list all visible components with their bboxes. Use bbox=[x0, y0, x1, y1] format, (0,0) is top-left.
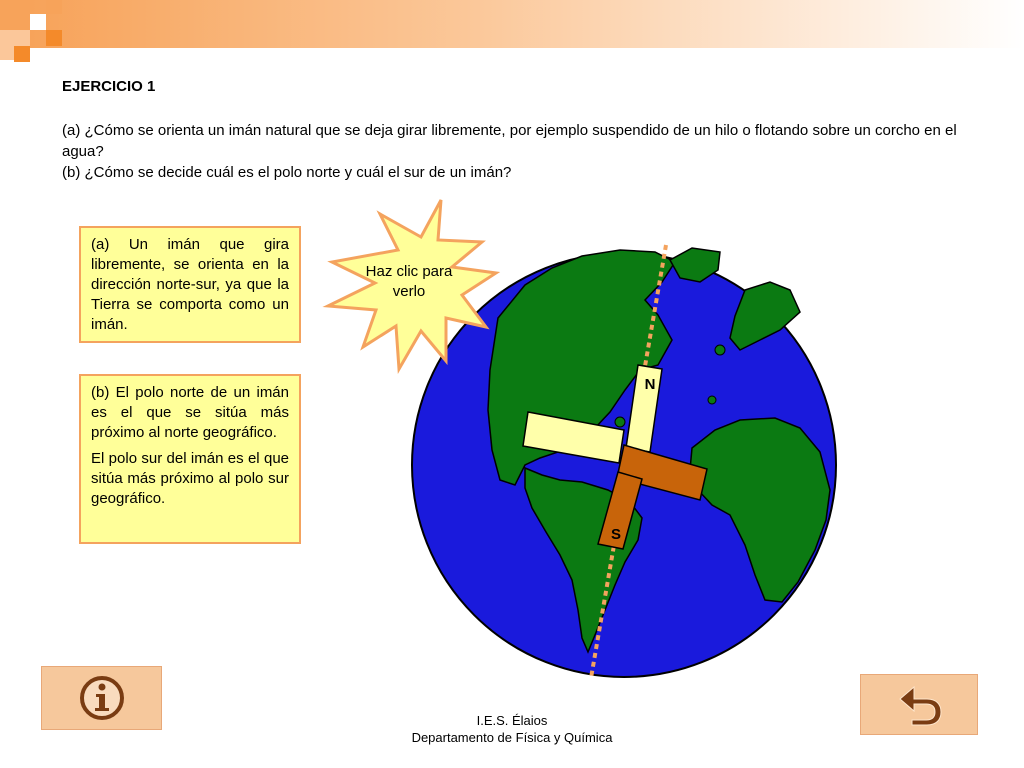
starburst-label-line2[interactable]: verlo bbox=[392, 283, 426, 300]
header-deco-square bbox=[14, 46, 30, 62]
header-deco-square bbox=[46, 30, 62, 46]
answer-b-text-2: El polo sur del imán es el que sitúa más próximo al polo sur geográfico. bbox=[91, 450, 289, 507]
question-b: (b) ¿Cómo se decide cuál es el polo norte y cuál el sur de un imán? bbox=[62, 164, 512, 181]
magnet-south-label: S bbox=[610, 526, 622, 543]
info-button[interactable] bbox=[41, 666, 162, 730]
island bbox=[615, 417, 625, 427]
answer-b-text: (b) El polo norte de un imán es el que se sitúa más próximo al norte geográfico. bbox=[91, 384, 289, 441]
footer bbox=[362, 712, 662, 746]
footer-school: I.E.S. Élaios bbox=[476, 713, 548, 728]
globe-illustration bbox=[320, 190, 840, 690]
footer-department: Departamento de Física y Química bbox=[411, 730, 613, 745]
island bbox=[715, 345, 725, 355]
magnet-north-label: N bbox=[644, 376, 656, 393]
answer-box-b bbox=[79, 374, 301, 544]
return-arrow-icon bbox=[892, 683, 946, 727]
exercise-title: EJERCICIO 1 bbox=[62, 78, 156, 95]
header-deco-square bbox=[46, 0, 62, 14]
header-deco-square bbox=[30, 14, 46, 30]
header-gradient-bar bbox=[30, 0, 1024, 48]
answer-a-text: (a) Un imán que gira libremente, se orienta en la dirección norte-sur, ya que la Tierra se comporta como un imán. bbox=[91, 236, 289, 333]
return-button[interactable] bbox=[860, 674, 978, 735]
header-deco-square bbox=[0, 0, 30, 30]
island bbox=[708, 396, 716, 404]
starburst-label-line1[interactable]: Haz clic para bbox=[365, 263, 453, 280]
question-a: (a) ¿Cómo se orienta un imán natural que se deja girar libremente, por ejemplo suspendido de un hilo o flotando sobre un corcho en el agua? bbox=[62, 122, 957, 160]
answer-box-a bbox=[79, 226, 301, 343]
info-icon bbox=[78, 674, 126, 722]
exercise-question bbox=[62, 120, 967, 183]
